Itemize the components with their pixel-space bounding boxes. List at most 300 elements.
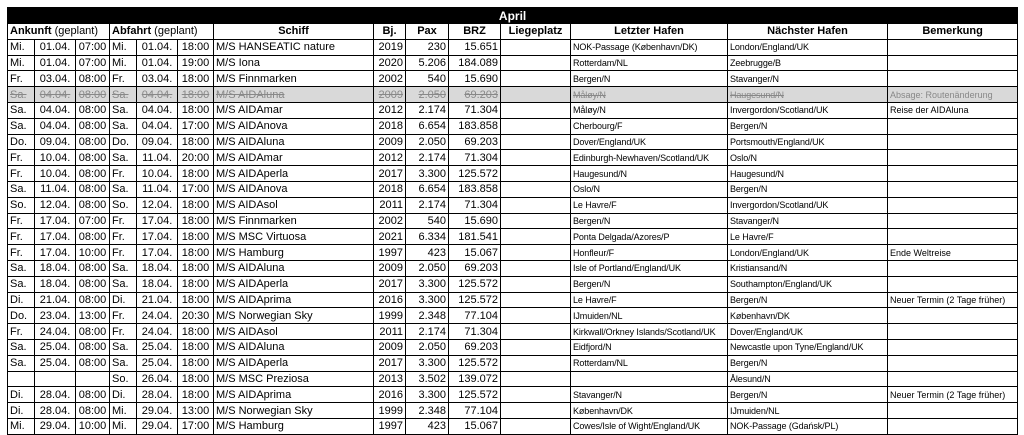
arrival-day-cell: Mi. bbox=[8, 39, 35, 55]
berth-cell bbox=[501, 292, 571, 308]
next-port-cell: Portsmouth/England/UK bbox=[728, 134, 888, 150]
departure-day-cell: Fr. bbox=[110, 213, 137, 229]
remark-cell: Ende Weltreise bbox=[888, 245, 1018, 261]
build-year-cell: 2009 bbox=[374, 87, 406, 103]
build-year-cell: 2020 bbox=[374, 55, 406, 71]
header-year: Bj. bbox=[374, 24, 406, 40]
departure-time-cell: 18:00 bbox=[178, 39, 214, 55]
gross-tonnage-cell: 15.067 bbox=[449, 245, 501, 261]
build-year-cell: 2017 bbox=[374, 166, 406, 182]
build-year-cell: 2002 bbox=[374, 213, 406, 229]
departure-date-cell: 25.04. bbox=[137, 339, 178, 355]
gross-tonnage-cell: 15.690 bbox=[449, 71, 501, 87]
last-port-cell: NOK-Passage (København/DK) bbox=[571, 39, 728, 55]
next-port-cell: Haugesund/N bbox=[728, 166, 888, 182]
arrival-date-cell: 01.04. bbox=[35, 39, 76, 55]
arrival-day-cell: Mi. bbox=[8, 55, 35, 71]
next-port-cell: Kristiansand/N bbox=[728, 260, 888, 276]
berth-cell bbox=[501, 213, 571, 229]
header-arrival: Ankunft (geplant) bbox=[8, 24, 110, 40]
gross-tonnage-cell: 71.304 bbox=[449, 324, 501, 340]
arrival-day-cell: Sa. bbox=[8, 355, 35, 371]
departure-date-cell: 17.04. bbox=[137, 213, 178, 229]
arrival-time-cell: 10:00 bbox=[76, 418, 110, 434]
arrival-day-cell: Fr. bbox=[8, 324, 35, 340]
next-port-cell: Ålesund/N bbox=[728, 371, 888, 387]
departure-date-cell: 09.04. bbox=[137, 134, 178, 150]
table-row bbox=[8, 102, 1018, 118]
departure-time-cell: 20:30 bbox=[178, 308, 214, 324]
build-year-cell: 2013 bbox=[374, 371, 406, 387]
remark-cell bbox=[888, 324, 1018, 340]
remark-cell bbox=[888, 229, 1018, 245]
gross-tonnage-cell: 181.541 bbox=[449, 229, 501, 245]
departure-date-cell: 04.04. bbox=[137, 87, 178, 103]
ship-name-cell: M/S AIDAsol bbox=[214, 324, 374, 340]
passengers-cell: 2.348 bbox=[406, 403, 449, 419]
ship-name-cell: M/S Finnmarken bbox=[214, 213, 374, 229]
arrival-date-cell: 01.04. bbox=[35, 55, 76, 71]
arrival-date-cell: 23.04. bbox=[35, 308, 76, 324]
arrival-day-cell: Di. bbox=[8, 387, 35, 403]
arrival-day-cell: Fr. bbox=[8, 166, 35, 182]
arrival-date-cell: 24.04. bbox=[35, 324, 76, 340]
departure-date-cell: 04.04. bbox=[137, 102, 178, 118]
departure-time-cell: 17:00 bbox=[178, 418, 214, 434]
gross-tonnage-cell: 69.203 bbox=[449, 87, 501, 103]
arrival-date-cell: 12.04. bbox=[35, 197, 76, 213]
build-year-cell: 2011 bbox=[374, 324, 406, 340]
last-port-cell: København/DK bbox=[571, 403, 728, 419]
next-port-cell: Bergen/N bbox=[728, 355, 888, 371]
ship-name-cell: M/S AIDAluna bbox=[214, 87, 374, 103]
build-year-cell: 2018 bbox=[374, 118, 406, 134]
arrival-date-cell: 17.04. bbox=[35, 213, 76, 229]
departure-time-cell: 18:00 bbox=[178, 213, 214, 229]
departure-date-cell: 28.04. bbox=[137, 387, 178, 403]
departure-time-cell: 18:00 bbox=[178, 229, 214, 245]
passengers-cell: 3.300 bbox=[406, 292, 449, 308]
berth-cell bbox=[501, 181, 571, 197]
next-port-cell: Bergen/N bbox=[728, 387, 888, 403]
table-row bbox=[8, 71, 1018, 87]
gross-tonnage-cell: 183.858 bbox=[449, 181, 501, 197]
next-port-cell: Bergen/N bbox=[728, 181, 888, 197]
departure-day-cell: Fr. bbox=[110, 324, 137, 340]
table-row bbox=[8, 276, 1018, 292]
departure-day-cell: Sa. bbox=[110, 339, 137, 355]
ship-name-cell: M/S Hamburg bbox=[214, 245, 374, 261]
arrival-day-cell: Fr. bbox=[8, 213, 35, 229]
passengers-cell: 540 bbox=[406, 213, 449, 229]
passengers-cell: 2.348 bbox=[406, 308, 449, 324]
table-row bbox=[8, 197, 1018, 213]
arrival-date-cell: 10.04. bbox=[35, 150, 76, 166]
berth-cell bbox=[501, 387, 571, 403]
departure-time-cell: 17:00 bbox=[178, 118, 214, 134]
remark-cell bbox=[888, 276, 1018, 292]
berth-cell bbox=[501, 308, 571, 324]
table-row bbox=[8, 403, 1018, 419]
build-year-cell: 2017 bbox=[374, 355, 406, 371]
last-port-cell: Haugesund/N bbox=[571, 166, 728, 182]
passengers-cell: 423 bbox=[406, 418, 449, 434]
arrival-date-cell: 25.04. bbox=[35, 339, 76, 355]
ship-name-cell: M/S AIDAsol bbox=[214, 197, 374, 213]
berth-cell bbox=[501, 134, 571, 150]
last-port-cell: Ponta Delgada/Azores/P bbox=[571, 229, 728, 245]
passengers-cell: 3.300 bbox=[406, 387, 449, 403]
ship-name-cell: M/S AIDAmar bbox=[214, 150, 374, 166]
build-year-cell: 2016 bbox=[374, 292, 406, 308]
arrival-date-cell: 04.04. bbox=[35, 118, 76, 134]
arrival-time-cell: 08:00 bbox=[76, 118, 110, 134]
last-port-cell: Cherbourg/F bbox=[571, 118, 728, 134]
passengers-cell: 3.502 bbox=[406, 371, 449, 387]
header-berth: Liegeplatz bbox=[501, 24, 571, 40]
gross-tonnage-cell: 15.690 bbox=[449, 213, 501, 229]
berth-cell bbox=[501, 339, 571, 355]
departure-date-cell: 18.04. bbox=[137, 260, 178, 276]
remark-cell: Neuer Termin (2 Tage früher) bbox=[888, 292, 1018, 308]
berth-cell bbox=[501, 102, 571, 118]
passengers-cell: 2.174 bbox=[406, 324, 449, 340]
berth-cell bbox=[501, 55, 571, 71]
remark-cell bbox=[888, 134, 1018, 150]
departure-time-cell: 19:00 bbox=[178, 55, 214, 71]
arrival-time-cell: 08:00 bbox=[76, 260, 110, 276]
build-year-cell: 1997 bbox=[374, 418, 406, 434]
arrival-day-cell: Sa. bbox=[8, 87, 35, 103]
passengers-cell: 230 bbox=[406, 39, 449, 55]
arrival-time-cell: 08:00 bbox=[76, 197, 110, 213]
arrival-day-cell: So. bbox=[8, 197, 35, 213]
arrival-day-cell: Fr. bbox=[8, 229, 35, 245]
departure-time-cell: 18:00 bbox=[178, 387, 214, 403]
next-port-cell: NOK-Passage (Gdańsk/PL) bbox=[728, 418, 888, 434]
departure-day-cell: Sa. bbox=[110, 355, 137, 371]
passengers-cell: 423 bbox=[406, 245, 449, 261]
table-row bbox=[8, 355, 1018, 371]
departure-date-cell: 29.04. bbox=[137, 403, 178, 419]
passengers-cell: 6.654 bbox=[406, 118, 449, 134]
arrival-time-cell: 13:00 bbox=[76, 308, 110, 324]
departure-time-cell: 18:00 bbox=[178, 134, 214, 150]
table-row bbox=[8, 150, 1018, 166]
departure-day-cell: Mi. bbox=[110, 403, 137, 419]
gross-tonnage-cell: 139.072 bbox=[449, 371, 501, 387]
ship-name-cell: M/S Finnmarken bbox=[214, 71, 374, 87]
build-year-cell: 2009 bbox=[374, 134, 406, 150]
remark-cell: Neuer Termin (2 Tage früher) bbox=[888, 387, 1018, 403]
arrival-day-cell: Fr. bbox=[8, 245, 35, 261]
arrival-time-cell bbox=[76, 371, 110, 387]
last-port-cell: Cowes/Isle of Wight/England/UK bbox=[571, 418, 728, 434]
departure-time-cell: 18:00 bbox=[178, 87, 214, 103]
ship-name-cell: M/S AIDAperla bbox=[214, 355, 374, 371]
arrival-time-cell: 07:00 bbox=[76, 55, 110, 71]
table-row bbox=[8, 181, 1018, 197]
arrival-day-cell: Do. bbox=[8, 134, 35, 150]
departure-date-cell: 11.04. bbox=[137, 181, 178, 197]
remark-cell bbox=[888, 213, 1018, 229]
arrival-date-cell: 25.04. bbox=[35, 355, 76, 371]
arrival-time-cell: 08:00 bbox=[76, 87, 110, 103]
next-port-cell: Newcastle upon Tyne/England/UK bbox=[728, 339, 888, 355]
table-row bbox=[8, 55, 1018, 71]
departure-time-cell: 18:00 bbox=[178, 245, 214, 261]
build-year-cell: 2002 bbox=[374, 71, 406, 87]
last-port-cell: Oslo/N bbox=[571, 181, 728, 197]
arrival-time-cell: 07:00 bbox=[76, 213, 110, 229]
arrival-day-cell: Sa. bbox=[8, 102, 35, 118]
last-port-cell: Honfleur/F bbox=[571, 245, 728, 261]
next-port-cell: København/DK bbox=[728, 308, 888, 324]
next-port-cell: Zeebrugge/B bbox=[728, 55, 888, 71]
ship-name-cell: M/S AIDAprima bbox=[214, 387, 374, 403]
remark-cell bbox=[888, 71, 1018, 87]
berth-cell bbox=[501, 245, 571, 261]
passengers-cell: 2.050 bbox=[406, 339, 449, 355]
departure-date-cell: 18.04. bbox=[137, 276, 178, 292]
build-year-cell: 2019 bbox=[374, 39, 406, 55]
table-row bbox=[8, 418, 1018, 434]
berth-cell bbox=[501, 166, 571, 182]
last-port-cell: Le Havre/F bbox=[571, 197, 728, 213]
gross-tonnage-cell: 15.651 bbox=[449, 39, 501, 55]
departure-date-cell: 11.04. bbox=[137, 150, 178, 166]
cruise-schedule bbox=[7, 7, 1017, 435]
next-port-cell: Stavanger/N bbox=[728, 213, 888, 229]
departure-day-cell: Sa. bbox=[110, 102, 137, 118]
passengers-cell: 2.174 bbox=[406, 150, 449, 166]
departure-day-cell: Fr. bbox=[110, 229, 137, 245]
arrival-day-cell: Fr. bbox=[8, 71, 35, 87]
departure-time-cell: 20:00 bbox=[178, 150, 214, 166]
remark-cell bbox=[888, 39, 1018, 55]
remark-cell: Absage: Routenänderung bbox=[888, 87, 1018, 103]
last-port-cell: Kirkwall/Orkney Islands/Scotland/UK bbox=[571, 324, 728, 340]
departure-day-cell: Mi. bbox=[110, 418, 137, 434]
departure-day-cell: Sa. bbox=[110, 150, 137, 166]
gross-tonnage-cell: 125.572 bbox=[449, 166, 501, 182]
arrival-time-cell: 08:00 bbox=[76, 387, 110, 403]
departure-day-cell: Di. bbox=[110, 292, 137, 308]
ship-name-cell: M/S AIDAnova bbox=[214, 118, 374, 134]
next-port-cell: London/England/UK bbox=[728, 245, 888, 261]
passengers-cell: 2.174 bbox=[406, 197, 449, 213]
build-year-cell: 1999 bbox=[374, 403, 406, 419]
last-port-cell: Bergen/N bbox=[571, 71, 728, 87]
gross-tonnage-cell: 125.572 bbox=[449, 276, 501, 292]
header-next-port: Nächster Hafen bbox=[728, 24, 888, 40]
arrival-time-cell: 08:00 bbox=[76, 339, 110, 355]
arrival-time-cell: 08:00 bbox=[76, 355, 110, 371]
passengers-cell: 3.300 bbox=[406, 166, 449, 182]
departure-day-cell: Di. bbox=[110, 387, 137, 403]
ship-name-cell: M/S AIDAprima bbox=[214, 292, 374, 308]
gross-tonnage-cell: 125.572 bbox=[449, 387, 501, 403]
departure-date-cell: 26.04. bbox=[137, 371, 178, 387]
next-port-cell: Haugesund/N bbox=[728, 87, 888, 103]
arrival-date-cell: 10.04. bbox=[35, 166, 76, 182]
departure-time-cell: 18:00 bbox=[178, 276, 214, 292]
remark-cell bbox=[888, 418, 1018, 434]
remark-cell bbox=[888, 355, 1018, 371]
next-port-cell: Southampton/England/UK bbox=[728, 276, 888, 292]
ship-name-cell: M/S AIDAluna bbox=[214, 339, 374, 355]
ship-name-cell: M/S AIDAperla bbox=[214, 276, 374, 292]
remark-cell bbox=[888, 403, 1018, 419]
table-row bbox=[8, 387, 1018, 403]
remark-cell: Reise der AIDAluna bbox=[888, 102, 1018, 118]
table-row bbox=[8, 229, 1018, 245]
departure-date-cell: 17.04. bbox=[137, 229, 178, 245]
departure-time-cell: 13:00 bbox=[178, 403, 214, 419]
table-row bbox=[8, 339, 1018, 355]
build-year-cell: 1997 bbox=[374, 245, 406, 261]
table-row bbox=[8, 371, 1018, 387]
last-port-cell: Eidfjord/N bbox=[571, 339, 728, 355]
arrival-time-cell: 08:00 bbox=[76, 324, 110, 340]
departure-day-cell: Sa. bbox=[110, 276, 137, 292]
remark-cell bbox=[888, 181, 1018, 197]
arrival-date-cell: 29.04. bbox=[35, 418, 76, 434]
ship-name-cell: M/S AIDAmar bbox=[214, 102, 374, 118]
arrival-time-cell: 07:00 bbox=[76, 39, 110, 55]
table-row bbox=[8, 292, 1018, 308]
passengers-cell: 2.050 bbox=[406, 134, 449, 150]
gross-tonnage-cell: 183.858 bbox=[449, 118, 501, 134]
departure-time-cell: 18:00 bbox=[178, 292, 214, 308]
departure-time-cell: 18:00 bbox=[178, 71, 214, 87]
gross-tonnage-cell: 71.304 bbox=[449, 197, 501, 213]
arrival-time-cell: 08:00 bbox=[76, 150, 110, 166]
build-year-cell: 2009 bbox=[374, 260, 406, 276]
schedule-table bbox=[7, 7, 1018, 435]
departure-date-cell: 25.04. bbox=[137, 355, 178, 371]
gross-tonnage-cell: 71.304 bbox=[449, 102, 501, 118]
header-pax: Pax bbox=[406, 24, 449, 40]
departure-day-cell: So. bbox=[110, 197, 137, 213]
build-year-cell: 2009 bbox=[374, 339, 406, 355]
table-row bbox=[8, 39, 1018, 55]
arrival-date-cell: 18.04. bbox=[35, 260, 76, 276]
last-port-cell: Bergen/N bbox=[571, 276, 728, 292]
arrival-day-cell: Sa. bbox=[8, 260, 35, 276]
passengers-cell: 6.654 bbox=[406, 181, 449, 197]
build-year-cell: 2011 bbox=[374, 197, 406, 213]
berth-cell bbox=[501, 324, 571, 340]
gross-tonnage-cell: 15.067 bbox=[449, 418, 501, 434]
gross-tonnage-cell: 125.572 bbox=[449, 292, 501, 308]
arrival-time-cell: 08:00 bbox=[76, 181, 110, 197]
arrival-time-cell: 08:00 bbox=[76, 403, 110, 419]
arrival-date-cell: 11.04. bbox=[35, 181, 76, 197]
arrival-date-cell: 09.04. bbox=[35, 134, 76, 150]
departure-time-cell: 18:00 bbox=[178, 197, 214, 213]
table-row bbox=[8, 87, 1018, 103]
next-port-cell: Invergordon/Scotland/UK bbox=[728, 197, 888, 213]
last-port-cell: Bergen/N bbox=[571, 213, 728, 229]
arrival-date-cell bbox=[35, 371, 76, 387]
remark-cell bbox=[888, 150, 1018, 166]
ship-name-cell: M/S Norwegian Sky bbox=[214, 403, 374, 419]
remark-cell bbox=[888, 118, 1018, 134]
last-port-cell: Måløy/N bbox=[571, 87, 728, 103]
last-port-cell: Stavanger/N bbox=[571, 387, 728, 403]
departure-day-cell: Mi. bbox=[110, 55, 137, 71]
arrival-day-cell: Fr. bbox=[8, 150, 35, 166]
arrival-time-cell: 08:00 bbox=[76, 134, 110, 150]
arrival-time-cell: 08:00 bbox=[76, 292, 110, 308]
next-port-cell: London/England/UK bbox=[728, 39, 888, 55]
arrival-day-cell: Sa. bbox=[8, 181, 35, 197]
departure-day-cell: Sa. bbox=[110, 87, 137, 103]
next-port-cell: IJmuiden/NL bbox=[728, 403, 888, 419]
arrival-day-cell: Sa. bbox=[8, 118, 35, 134]
departure-day-cell: Fr. bbox=[110, 166, 137, 182]
departure-day-cell: Mi. bbox=[110, 39, 137, 55]
gross-tonnage-cell: 184.089 bbox=[449, 55, 501, 71]
table-row bbox=[8, 245, 1018, 261]
gross-tonnage-cell: 125.572 bbox=[449, 355, 501, 371]
ship-name-cell: M/S AIDAperla bbox=[214, 166, 374, 182]
last-port-cell: Edinburgh-Newhaven/Scotland/UK bbox=[571, 150, 728, 166]
remark-cell bbox=[888, 55, 1018, 71]
arrival-day-cell: Do. bbox=[8, 308, 35, 324]
ship-name-cell: M/S AIDAluna bbox=[214, 260, 374, 276]
last-port-cell: Le Havre/F bbox=[571, 292, 728, 308]
next-port-cell: Invergordon/Scotland/UK bbox=[728, 102, 888, 118]
departure-date-cell: 24.04. bbox=[137, 324, 178, 340]
arrival-day-cell: Sa. bbox=[8, 276, 35, 292]
ship-name-cell: M/S AIDAnova bbox=[214, 181, 374, 197]
berth-cell bbox=[501, 150, 571, 166]
next-port-cell: Dover/England/UK bbox=[728, 324, 888, 340]
build-year-cell: 2017 bbox=[374, 276, 406, 292]
departure-day-cell: Fr. bbox=[110, 71, 137, 87]
arrival-date-cell: 04.04. bbox=[35, 87, 76, 103]
ship-name-cell: M/S MSC Preziosa bbox=[214, 371, 374, 387]
arrival-date-cell: 28.04. bbox=[35, 403, 76, 419]
ship-name-cell: M/S Iona bbox=[214, 55, 374, 71]
gross-tonnage-cell: 69.203 bbox=[449, 339, 501, 355]
ship-name-cell: M/S AIDAluna bbox=[214, 134, 374, 150]
last-port-cell: IJmuiden/NL bbox=[571, 308, 728, 324]
departure-date-cell: 24.04. bbox=[137, 308, 178, 324]
arrival-day-cell bbox=[8, 371, 35, 387]
departure-day-cell: Sa. bbox=[110, 181, 137, 197]
passengers-cell: 2.174 bbox=[406, 102, 449, 118]
passengers-cell: 2.050 bbox=[406, 260, 449, 276]
arrival-date-cell: 21.04. bbox=[35, 292, 76, 308]
departure-day-cell: So. bbox=[110, 371, 137, 387]
departure-day-cell: Fr. bbox=[110, 245, 137, 261]
build-year-cell: 2018 bbox=[374, 181, 406, 197]
arrival-time-cell: 08:00 bbox=[76, 71, 110, 87]
next-port-cell: Stavanger/N bbox=[728, 71, 888, 87]
berth-cell bbox=[501, 403, 571, 419]
header-brz: BRZ bbox=[449, 24, 501, 40]
berth-cell bbox=[501, 355, 571, 371]
gross-tonnage-cell: 71.304 bbox=[449, 150, 501, 166]
arrival-day-cell: Mi. bbox=[8, 418, 35, 434]
departure-day-cell: Sa. bbox=[110, 260, 137, 276]
table-row bbox=[8, 134, 1018, 150]
last-port-cell: Dover/England/UK bbox=[571, 134, 728, 150]
gross-tonnage-cell: 69.203 bbox=[449, 134, 501, 150]
